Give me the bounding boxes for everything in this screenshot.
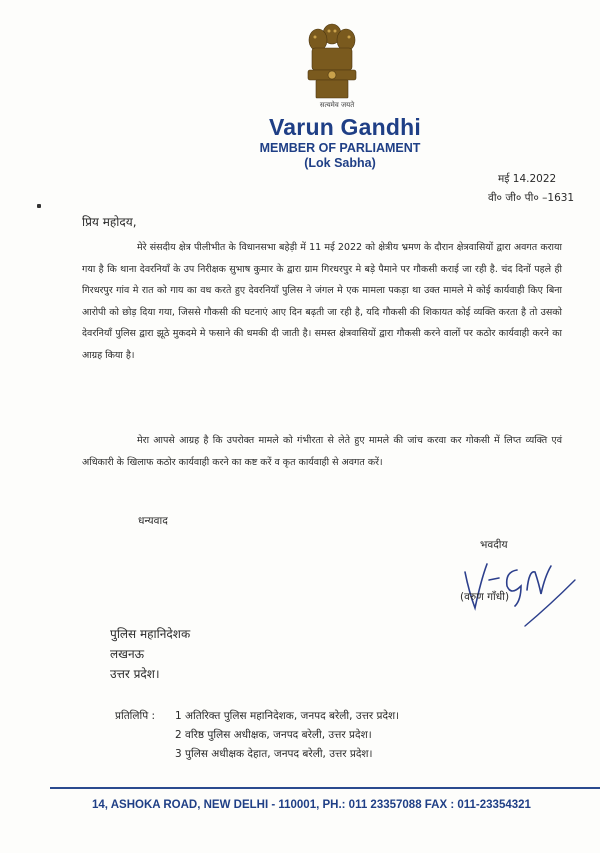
recipient-line-1: पुलिस महानिदेशक bbox=[110, 627, 191, 641]
sender-designation: MEMBER OF PARLIAMENT bbox=[259, 141, 421, 155]
emblem-motto: सत्यमेव जयते bbox=[319, 101, 355, 109]
letter-reference: वी० जी० पी० –1631 bbox=[488, 192, 575, 204]
copy-to-item: 3 पुलिस अधीक्षक देहात, जनपद बरेली, उत्तर प्रदेश। bbox=[175, 748, 373, 760]
copy-to-item: 1 अतिरिक्त पुलिस महानिदेशक, जनपद बरेली, उत्तर प्रदेश। bbox=[175, 710, 400, 722]
sender-name: Varun Gandhi bbox=[269, 114, 421, 140]
salutation: प्रिय महोदय, bbox=[82, 215, 137, 229]
copy-to-label: प्रतिलिपि : bbox=[115, 710, 156, 722]
closing-text: भवदीय bbox=[480, 539, 508, 551]
body-paragraph-2: मेरा आपसे आग्रह है कि उपरोक्त मामले को गंभीरता से लेते हुए मामले की जांच करवा कर गोकसी में लिप्त व्यक्ति एवं अधिकारी के खिलाफ कठोर कार्यवाही करने का कष्ट करें व कृत कार्यवाही से अवगत करें। bbox=[82, 435, 562, 468]
punch-mark bbox=[37, 204, 41, 208]
copy-to-item: 2 वरिष्ठ पुलिस अधीक्षक, जनपद बरेली, उत्तर प्रदेश। bbox=[175, 729, 372, 741]
recipient-line-3: उत्तर प्रदेश। bbox=[110, 667, 160, 681]
footer-address: 14, ASHOKA ROAD, NEW DELHI - 110001, PH.: 011 23357088 FAX : 011-23354321 bbox=[92, 799, 531, 811]
signatory-name: (वरुण गाँधी) bbox=[460, 591, 510, 603]
recipient-line-2: लखनऊ bbox=[110, 647, 145, 661]
body-paragraph-1: मेरे संसदीय क्षेत्र पीलीभीत के विधानसभा बहेड़ी में 11 मई 2022 को क्षेत्रीय भ्रमण के दौरान क्षेत्रवासियों द्वारा अवगत कराया गया है कि थाना देवरनियाँ के उप निरीक्षक सुभाष कुमार के द्वारा ग्राम गिरधरपुर मे बड़े पैमाने पर गौकसी कराई जा रही है. चंद दिनों पहले ही गिरधरपुर गांव मे रात को गाय का वध करते हुए देवरनियाँ पुलिस ने जंगल मे एक मामला पकड़ा था उक्त मामले मे कोई कार्यवाही किए बिना आरोपी को छोड़ दिया गया, जिससे गौकसी की घटनाएं आए दिन बढ़ती जा रही है, यदि गौकसी की शिकायत कोई व्यक्ति करता है तो उसको देवरनियाँ पुलिस द्वारा झूठे मुकदमे मे फसाने की धमकी दी जाती है। समस्त क्षेत्रवासियों द्वारा गौकसी करने वालों पर कठोर कार्यवाही करने का आग्रह किया है। bbox=[82, 242, 562, 361]
letter-date: मई 14.2022 bbox=[498, 173, 557, 185]
sender-house: (Lok Sabha) bbox=[304, 156, 376, 170]
ashoka-emblem-icon bbox=[296, 18, 368, 102]
footer-rule bbox=[50, 787, 600, 789]
thanks-text: धन्यवाद bbox=[138, 515, 168, 527]
